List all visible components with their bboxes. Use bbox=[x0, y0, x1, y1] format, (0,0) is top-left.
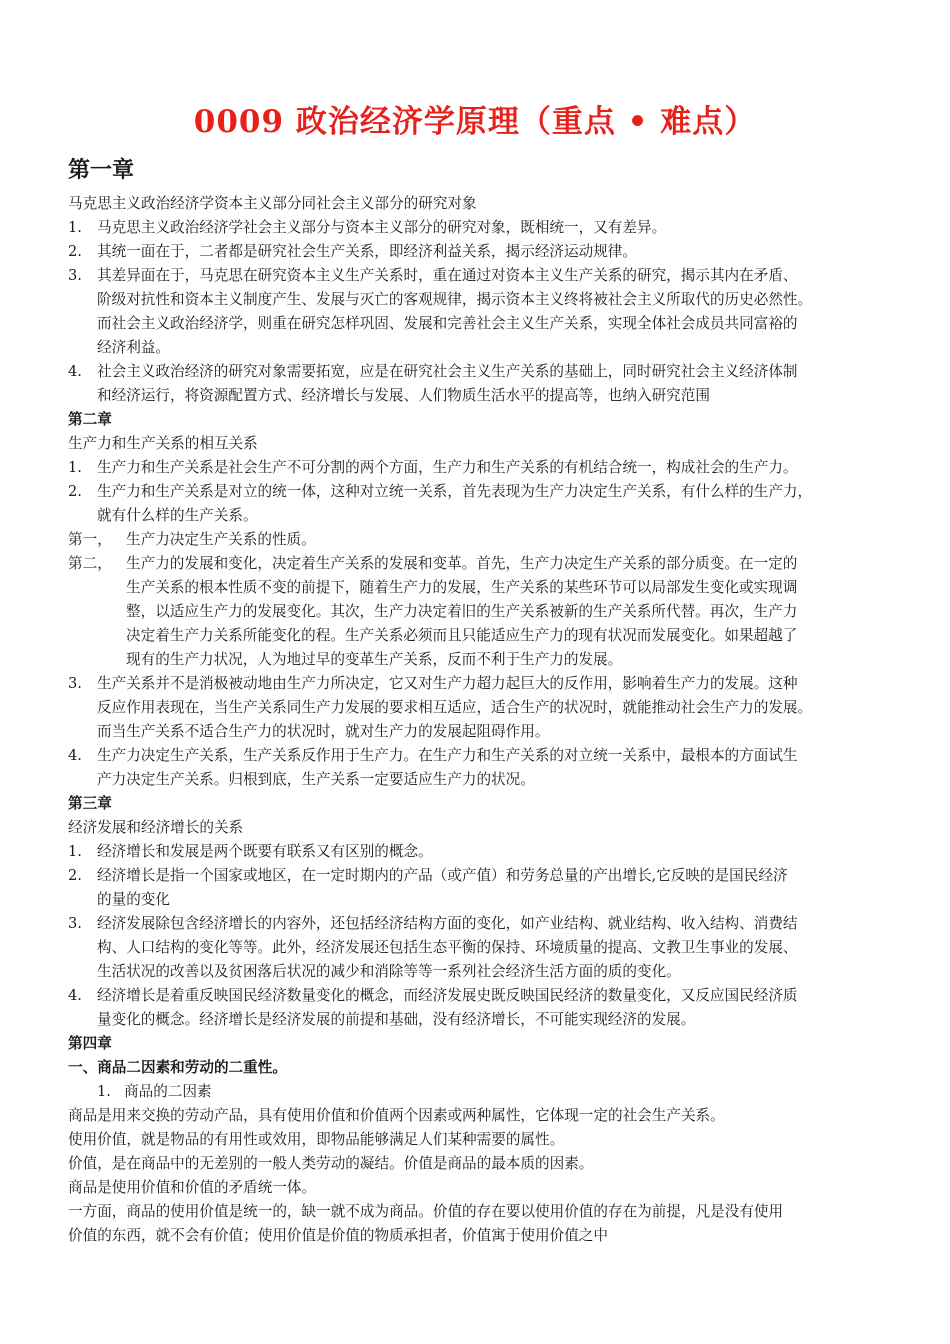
ch2-item-2: 2. 生产力和生产关系是对立的统一体，这种对立统一关系，首先表现为生产力决定生产关系，有什么样的生产力， bbox=[68, 483, 813, 500]
ch2-item-4: 4. 生产力决定生产关系，生产关系反作用于生产力。在生产力和生产关系的对立统一关系中，最根本的方面试生 bbox=[68, 747, 798, 764]
ch2-item-2-line: 就有什么样的生产关系。 bbox=[97, 507, 258, 524]
ch3-item-4: 4. 经济增长是着重反映国民经济数量变化的概念，而经济发展史既反映国民经济的数量变化，又反应国民经济质 bbox=[68, 987, 798, 1004]
chapter-2-heading: 第二章 bbox=[68, 411, 112, 428]
ch2-item-1: 1. 生产力和生产关系是社会生产不可分割的两个方面，生产力和生产关系的有机结合统一，构成社会的生产力。 bbox=[68, 459, 798, 476]
ch1-item-2: 2. 其统一面在于，二者都是研究社会生产关系，即经济利益关系，揭示经济运动规律。 bbox=[68, 243, 637, 260]
ch3-item-3: 3. 经济发展除包含经济增长的内容外，还包括经济结构方面的变化，如产业结构、就业结构、收入结构、消费结 bbox=[68, 915, 798, 932]
ch2-point-2-line: 决定着生产力关系所能变化的程。生产关系必须而且只能适应生产力的现有状况而发展变化。如果超越了 bbox=[126, 627, 798, 644]
ch3-item-4-line: 量变化的概念。经济增长是经济发展的前提和基础，没有经济增长，不可能实现经济的发展。 bbox=[97, 1011, 696, 1028]
ch3-item-2: 2. 经济增长是指一个国家或地区，在一定时期内的产品（或产值）和劳务总量的产出增长,它反映的是国民经济 bbox=[68, 867, 788, 884]
ch2-item-3: 3. 生产关系并不是消极被动地由生产力所决定，它又对生产力超力起巨大的反作用，影响着生产力的发展。这种 bbox=[68, 675, 798, 692]
ch1-item-4: 4. 社会主义政治经济的研究对象需要拓宽，应是在研究社会主义生产关系的基础上，同时研究社会主义经济体制 bbox=[68, 363, 798, 380]
ch1-item-3-line: 而社会主义政治经济学，则重在研究怎样巩固、发展和完善社会主义生产关系，实现全体社会成员共同富裕的 bbox=[97, 315, 798, 332]
ch4-paragraph: 商品是用来交换的劳动产品，具有使用价值和价值两个因素或两种属性，它体现一定的社会生产关系。 bbox=[68, 1107, 725, 1124]
ch2-item-4-line: 产力决定生产关系。归根到底，生产关系一定要适应生产力的状况。 bbox=[97, 771, 535, 788]
ch3-item-3-line: 生活状况的改善以及贫困落后状况的减少和消除等等一系列社会经济生活方面的质的变化。 bbox=[97, 963, 681, 980]
ch1-item-3-line: 经济利益。 bbox=[97, 339, 170, 356]
ch3-item-2-line: 的量的变化 bbox=[97, 891, 170, 908]
chapter-4-heading: 第四章 bbox=[68, 1035, 112, 1052]
chapter-1-topic: 马克思主义政治经济学资本主义部分同社会主义部分的研究对象 bbox=[68, 195, 477, 212]
ch3-item-1: 1. 经济增长和发展是两个既要有联系又有区别的概念。 bbox=[68, 843, 433, 860]
ch1-item-3: 3. 其差异面在于，马克思在研究资本主义生产关系时，重在通过对资本主义生产关系的研究，揭示其内在矛盾、 bbox=[68, 267, 798, 284]
chapter-3-heading: 第三章 bbox=[68, 795, 112, 812]
ch3-item-3-line: 构、人口结构的变化等等。此外，经济发展还包括生态平衡的保持、环境质量的提高、文教卫生事业的发展、 bbox=[97, 939, 798, 956]
ch2-point-2: 第二， 生产力的发展和变化，决定着生产关系的发展和变革。首先，生产力决定生产关系的部分质变。在一定的 bbox=[68, 555, 798, 572]
ch1-item-1: 1. 马克思主义政治经济学社会主义部分与资本主义部分的研究对象，既相统一，又有差异。 bbox=[68, 219, 667, 236]
chapter-2-topic: 生产力和生产关系的相互关系 bbox=[68, 435, 258, 452]
ch1-item-4-line: 和经济运行，将资源配置方式、经济增长与发展、人们物质生活水平的提高等，也纳入研究范围 bbox=[97, 387, 710, 404]
ch2-point-2-line: 生产关系的根本性质不变的前提下，随着生产力的发展，生产关系的某些环节可以局部发生变化或实现调 bbox=[126, 579, 798, 596]
ch2-point-2-line: 现有的生产力状况，人为地过早的变革生产关系，反而不利于生产力的发展。 bbox=[126, 651, 623, 668]
chapter-4-section: 一、商品二因素和劳动的二重性。 bbox=[68, 1059, 287, 1076]
ch4-paragraph: 一方面，商品的使用价值是统一的，缺一就不成为商品。价值的存在要以使用价值的存在为前提，凡是没有使用 bbox=[68, 1203, 784, 1220]
document-body bbox=[68, 192, 898, 1248]
ch1-item-3-line: 阶级对抗性和资本主义制度产生、发展与灭亡的客观规律，揭示资本主义终将被社会主义所取代的历史必然性。 bbox=[97, 291, 813, 308]
ch2-item-3-line: 反应作用表现在，当生产关系同生产力发展的要求相互适应，适合生产的状况时，就能推动社会生产力的发展。 bbox=[97, 699, 813, 716]
ch2-point-2-line: 整，以适应生产力的发展变化。其次，生产力决定着旧的生产关系被新的生产关系所代替。再次，生产力 bbox=[126, 603, 798, 620]
ch4-paragraph: 价值的东西，就不会有价值；使用价值是价值的物质承担者，价值寓于使用价值之中 bbox=[68, 1227, 608, 1244]
ch4-paragraph: 使用价值，就是物品的有用性或效用，即物品能够满足人们某种需要的属性。 bbox=[68, 1131, 565, 1148]
chapter-1-heading: 第一章 bbox=[68, 158, 135, 183]
ch2-item-3-line: 而当生产关系不适合生产力的状况时，就对生产力的发展起阻碍作用。 bbox=[97, 723, 550, 740]
ch4-paragraph: 价值，是在商品中的无差别的一般人类劳动的凝结。价值是商品的最本质的因素。 bbox=[68, 1155, 594, 1172]
ch4-paragraph: 商品是使用价值和价值的矛盾统一体。 bbox=[68, 1179, 317, 1196]
document-title: 0009 政治经济学原理（重点 • 难点） bbox=[193, 104, 757, 140]
ch4-subsection: 1. 商品的二因素 bbox=[97, 1083, 212, 1100]
ch2-point-1: 第一， 生产力决定生产关系的性质。 bbox=[68, 531, 316, 548]
chapter-3-topic: 经济发展和经济增长的关系 bbox=[68, 819, 244, 836]
